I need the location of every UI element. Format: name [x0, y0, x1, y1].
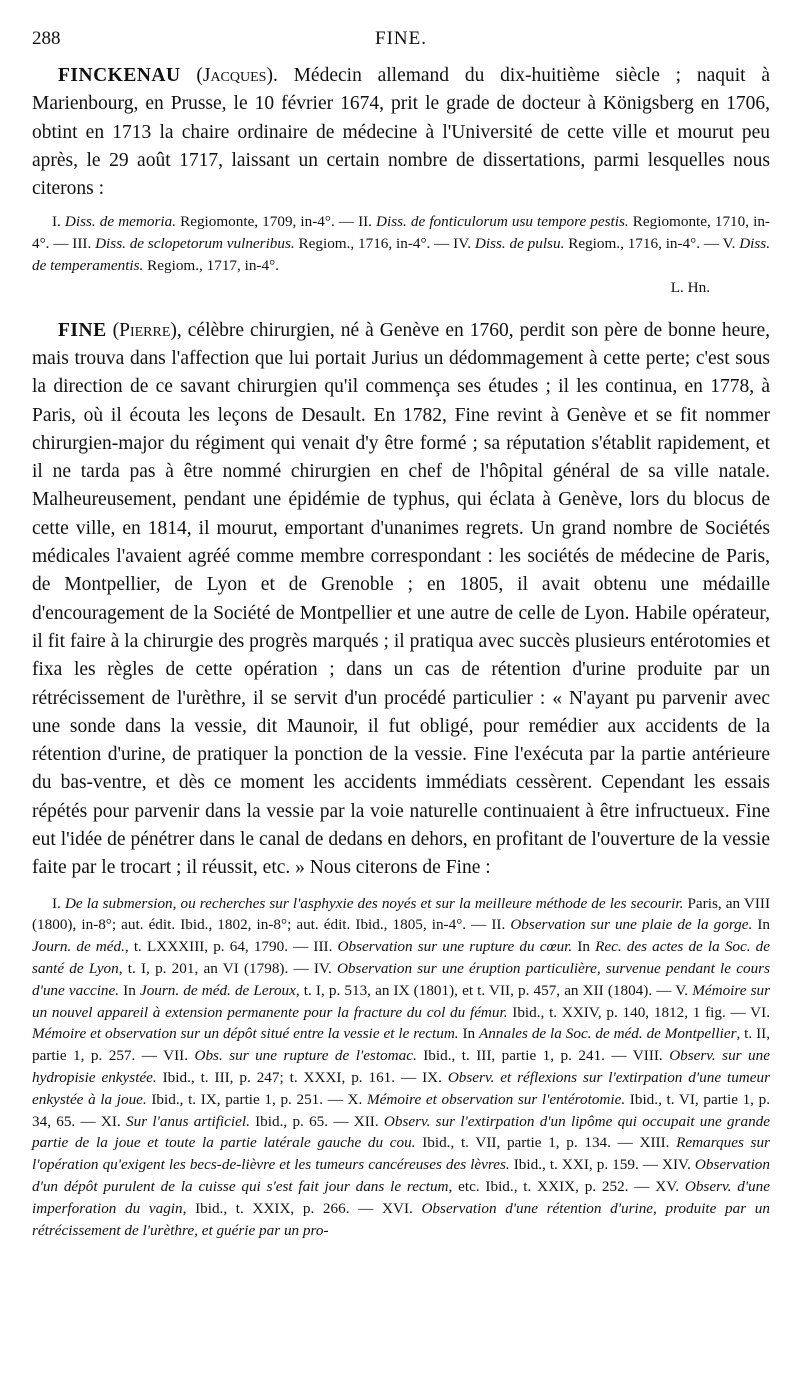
work-reference: Ibid., t. VI, partie 1, p. 34, 65. — XI.	[32, 1090, 771, 1130]
work-title: Diss. de fonticulorum usu tempore pestis.	[376, 213, 629, 231]
entry-text: célèbre chirurgien, né à Genève en 1760, perdit son père de bonne heure, mais trouva dans l'affection que lui portait Jurius un dédommagement à cette perte; c'est sous la direction de ce savant chirurgien qu'il commença ses études ; il les continua, en 1778, à Paris, où il écouta les leçons de Desault. En 1782, Fine revint à Genève et se fit nommer chirurgien-major du régiment qui venait d'y être formé ; sa réputation s'établit rapidement, et il ne tarda pas à être nommé chirurgien en chef de l'hôpital général de sa ville natale. Malheureusement, pendant une épidémie de typhus, qui éclata à Genève, lors du blocus de cette ville, en 1814, il mourut, emportant d'unanimes regrets. Un grand nombre de Sociétés médicales l'avaient agréé comme membre correspondant : les sociétés de médecine de Paris, de Montpellier, de Lyon et de Grenoble ; en 1805, il avait obtenu une médaille d'encouragement de la Société de Montpellier et une autre de celle de Lyon. Habile opérateur, il fit faire à la chirurgie des progrès marqués ; il pratiqua avec succès plusieurs entérotomies et fixa les règles de cette opération ; dans un cas de rétention d'urine produite par un rétrécissement de l'urèthre, il se servit d'un procédé particulier : « N'ayant pu parvenir avec une sonde dans la vessie, dit Maunoir, il fut obligé, pour remédier aux accidents de la rétention d'urine, de pratiquer la ponction de la vessie. Fine l'exécuta par la partie antérieure du bas-ventre, et dès ce moment les accidents immédiats cessèrent. Cependant les essais répétés pour parvenir dans la vessie par la voie naturelle continuaient à être infructueux. Fine eut l'idée de pénétrer dans le canal de dedans en dehors, en profitant de l'ouverture de la vessie faite par le trocart ; il réussit, etc. » Nous citerons de Fine :	[32, 319, 770, 879]
work-reference: In	[458, 1025, 480, 1043]
work-reference: , t. LXXXIII, p. 64, 1790. — III.	[124, 938, 338, 956]
work-title: Observation sur une rupture du cœur.	[337, 938, 573, 956]
work-reference: Ibid., t. VII, partie 1, p. 134. — XIII.	[415, 1134, 677, 1152]
work-reference: Regiom., 1716, in-4°. — V.	[564, 235, 740, 253]
work-reference: , t. I, p. 513, an IX (1801), et t. VII, p. 457, an XII (1804). — V.	[295, 981, 693, 999]
running-head	[32, 28, 770, 62]
work-title: Observation d'une rétention d'urine, produite par un rétrécissement de l'urèthre, et guérie par un pro-	[32, 1199, 770, 1239]
works-list	[32, 893, 770, 1242]
work-title: Sur l'anus artificiel.	[126, 1112, 250, 1130]
work-title: Observ. d'une imperforation du vagin	[32, 1177, 770, 1217]
work-reference: Ibid., t. XXIV, p. 140, 1812, 1 fig. — VI.	[507, 1003, 771, 1021]
work-title: De la submersion, ou recherches sur l'asphyxie des noyés et sur la meilleure méthode de les secourir.	[64, 894, 684, 912]
work-reference: Ibid., t. III, partie 1, p. 241. — VIII.	[416, 1047, 670, 1065]
work-title: Mémoire et observation sur l'entérotomie.	[366, 1090, 626, 1108]
work-title: Diss. de memoria.	[64, 213, 176, 231]
work-reference: In	[572, 938, 596, 956]
work-title: Diss. de pulsu.	[474, 235, 565, 253]
work-title: Obs. sur une rupture de l'estomac.	[194, 1047, 417, 1065]
work-reference: Ibid., p. 65. — XII.	[249, 1112, 384, 1130]
work-title: Observation d'un dépôt purulent de la cuisse qui s'est fait jour dans le rectum	[32, 1156, 770, 1195]
entry-forename: (Jacques).	[196, 65, 278, 86]
work-reference: , Ibid., t. XXIX, p. 266. — XVI.	[182, 1199, 422, 1217]
work-title: Annales de la Soc. de méd. de Montpellier	[479, 1025, 737, 1043]
work-reference: Regiom., 1716, in-4°. — IV.	[294, 235, 475, 253]
work-reference: Paris, an VIII (1800), in-8°; aut. édit. Ibid., 1802, in-8°; aut. édit. Ibid., 1805, in-4°. — II.	[32, 894, 771, 934]
work-reference: Regiomonte, 1709, in-4°. — II.	[176, 213, 377, 231]
work-title: Diss. de temperamentis.	[32, 235, 771, 275]
work-reference: Ibid., t. IX, partie 1, p. 251. — X.	[146, 1090, 367, 1108]
work-title: Journ. de méd.	[32, 938, 125, 956]
work-reference: , t. II, partie 1, p. 257. — VII.	[32, 1025, 770, 1065]
work-title: Journ. de méd. de Leroux	[139, 981, 296, 999]
work-title: Observ. sur une hydropisie enkystée.	[32, 1047, 770, 1086]
author-signature: L. Hn.	[670, 278, 710, 296]
page	[32, 28, 770, 1241]
entry-fine-body	[32, 317, 770, 883]
work-title: Diss. de sclopetorum vulneribus.	[95, 235, 295, 253]
work-reference: Ibid., t. XXI, p. 159. — XIV.	[509, 1156, 695, 1174]
entry-headword: FINE	[58, 319, 107, 341]
work-reference: , t. I, p. 201, an VI (1798). — IV.	[118, 960, 337, 977]
entry-finckenau-body	[32, 62, 770, 203]
work-reference: I.	[52, 894, 65, 912]
work-reference: In	[119, 981, 140, 999]
work-reference: I.	[52, 213, 65, 231]
entry-headword: FINCKENAU	[58, 65, 181, 86]
running-title: FINE.	[375, 28, 427, 49]
works-list	[32, 211, 770, 276]
work-reference: Regiomonte, 1710, in-4°. — III.	[32, 213, 770, 253]
work-reference: Regiom., 1717, in-4°.	[143, 257, 279, 275]
work-reference: , etc. Ibid., t. XXIX, p. 252. — XV.	[448, 1177, 685, 1195]
work-reference: In	[752, 916, 771, 934]
work-title: Rec. des actes de la Soc. de santé de Lyon	[32, 938, 771, 977]
entry-text: Médecin allemand du dix-huitième siècle ; naquit à Marienbourg, en Prusse, le 10 février 1674, prit le grade de docteur à Königsberg en 1706, obtint en 1713 la chaire ordinaire de médecine à l'Université de cette ville et mourut peu après, le 29 août 1717, laissant un certain nombre de dissertations, parmi lesquelles nous citerons :	[32, 65, 770, 200]
work-title: Observation sur une éruption particulière, survenue pendant le cours d'une vaccine.	[32, 960, 770, 999]
work-title: Observation sur une plaie de la gorge.	[510, 916, 753, 934]
work-title: Mémoire sur un nouvel appareil à extension permanente pour la fracture du col du fémur.	[32, 981, 770, 1021]
page-number: 288	[32, 28, 61, 49]
work-title: Mémoire et observation sur un dépôt situé entre la vessie et le rectum.	[32, 1025, 459, 1043]
entry-forename: (Pierre),	[112, 319, 182, 341]
work-title: Observ. sur l'extirpation d'un lipôme qui occupait une grande partie de la joue et toute la partie latérale gauche du cou.	[32, 1112, 770, 1152]
work-title: Observ. et réflexions sur l'extirpation d'une tumeur enkystée à la joue.	[32, 1068, 770, 1108]
work-title: Remarques sur l'opération qu'exigent les becs-de-lièvre et les tumeurs cancéreuses des lèvres.	[32, 1134, 770, 1174]
work-reference: Ibid., t. III, p. 247; t. XXXI, p. 161. — IX.	[156, 1068, 448, 1086]
